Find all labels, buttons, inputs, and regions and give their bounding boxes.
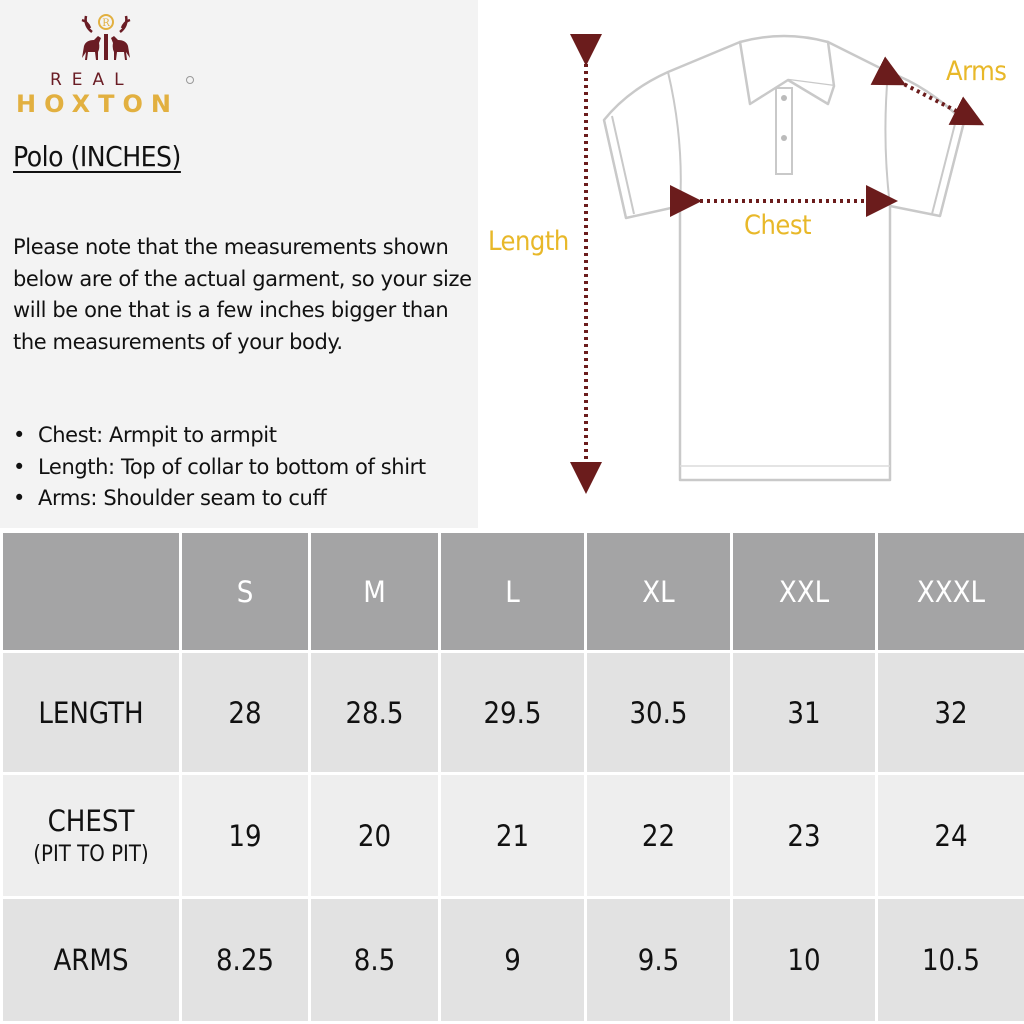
brand-top-text: REAL (50, 70, 134, 90)
table-row (2, 774, 1024, 897)
table-cell: 10.5 (877, 897, 1024, 1022)
table-cell: 9.5 (586, 897, 732, 1022)
table-header-row (2, 532, 1024, 652)
table-cell: 28 (181, 652, 310, 774)
measurement-list (13, 420, 426, 515)
header-empty-cell (2, 532, 181, 652)
table-row (2, 652, 1024, 774)
stag-crest-icon (74, 12, 138, 72)
table-cell: 8.5 (310, 897, 440, 1022)
table-row (2, 897, 1024, 1022)
measurement-note: Please note that the measurements shown below are of the actual garment, so your size will be one that is a few inches bigger than the measurements of your body. (13, 235, 472, 354)
list-item: • Chest: Armpit to armpit (13, 420, 426, 452)
polo-diagram (478, 0, 1024, 528)
arms-label: Arms (946, 56, 1007, 87)
page-title: Polo (INCHES) (13, 140, 181, 173)
size-header: S (181, 532, 310, 652)
table-cell: 28.5 (310, 652, 440, 774)
list-item: • Arms: Shoulder seam to cuff (13, 483, 426, 515)
table-cell: 24 (877, 774, 1024, 897)
row-sublabel: (PIT TO PIT) (33, 842, 149, 868)
table-cell: 30.5 (586, 652, 732, 774)
registered-mark-icon (186, 76, 194, 84)
row-label: LENGTH (38, 695, 144, 730)
size-header: L (440, 532, 586, 652)
table-cell: 22 (586, 774, 732, 897)
row-label-cell (2, 774, 181, 897)
table-cell: 31 (732, 652, 877, 774)
size-header: XXXL (877, 532, 1024, 652)
brand-name: HOXTON (16, 90, 179, 118)
table-cell: 29.5 (440, 652, 586, 774)
polo-shirt-illustration (478, 0, 1024, 528)
brand-logo (14, 12, 204, 118)
info-panel (0, 0, 478, 528)
size-header: M (310, 532, 440, 652)
row-label-cell (2, 897, 181, 1022)
list-item: • Length: Top of collar to bottom of shirt (13, 452, 426, 484)
row-label: CHEST (47, 804, 135, 839)
size-header: XL (586, 532, 732, 652)
table-cell: 20 (310, 774, 440, 897)
table-cell: 23 (732, 774, 877, 897)
table-cell: 10 (732, 897, 877, 1022)
length-label: Length (488, 226, 569, 257)
row-label: ARMS (53, 942, 129, 977)
table-cell: 32 (877, 652, 1024, 774)
table-cell: 8.25 (181, 897, 310, 1022)
table-cell: 19 (181, 774, 310, 897)
size-header: XXL (732, 532, 877, 652)
row-label-cell (2, 652, 181, 774)
chest-label: Chest (744, 210, 811, 241)
size-chart-table (0, 530, 1024, 1024)
crest-letter: R (102, 18, 110, 29)
table-cell: 21 (440, 774, 586, 897)
table-cell: 9 (440, 897, 586, 1022)
